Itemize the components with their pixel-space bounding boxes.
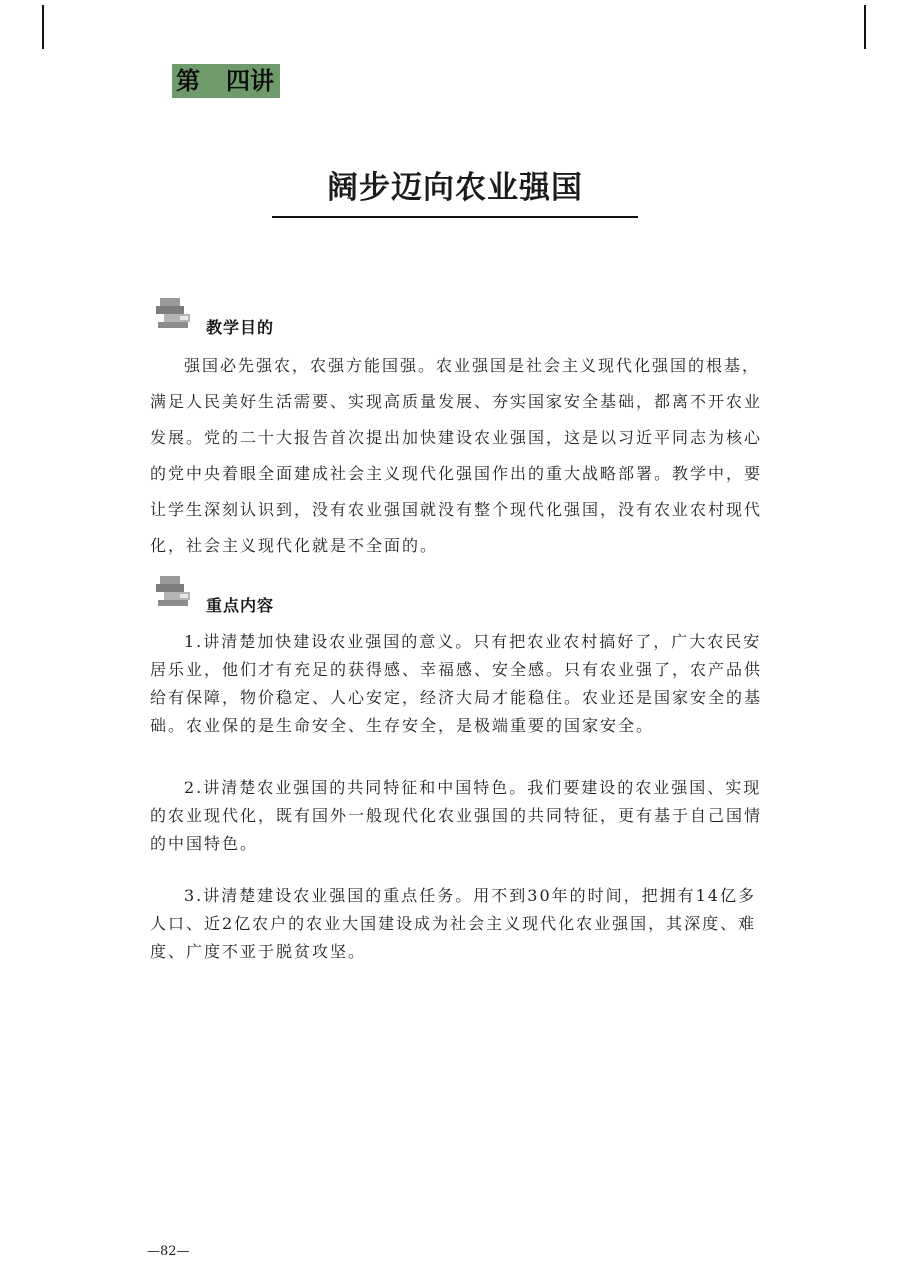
key-point-item-3 — [150, 882, 770, 966]
title-underline — [272, 216, 638, 218]
key-point-item-2 — [150, 774, 770, 858]
key-point-text-1: 1.讲清楚加快建设农业强国的意义。只有把农业农村搞好了，广大农民安居乐业，他们才有充足的获得感、幸福感、安全感。只有农业强了，农产品供给有保障，物价稳定、人心安定，经济大局才能稳住。农业还是国家安全的基础。农业保的是生命安全、生存安全，是极端重要的国家安全。 — [150, 632, 763, 735]
page-number: —82— — [147, 1244, 190, 1259]
objectives-text: 强国必先强农，农强方能国强。农业强国是社会主义现代化强国的根基，满足人民美好生活需要、实现高质量发展、夯实国家安全基础，都离不开农业发展。党的二十大报告首次提出加快建设农业强国，这是以习近平同志为核心的党中央着眼全面建成社会主义现代化强国作出的重大战略部署。教学中，要让学生深刻认识到，没有农业强国就没有整个现代化强国，没有农业农村现代化，社会主义现代化就是不全面的。 — [150, 356, 763, 555]
lecture-tag-part1: 第 — [176, 67, 200, 95]
section-heading-objectives: 教学目的 — [206, 318, 275, 337]
lecture-tag-part2: 四讲 — [226, 67, 274, 95]
key-point-text-3: 3.讲清楚建设农业强国的重点任务。用不到30年的时间，把拥有14亿多人口、近2亿农户的农业大国建设成为社会主义现代化农业强国，其深度、难度、广度不亚于脱贫攻坚。 — [150, 886, 757, 961]
section-heading-key-points: 重点内容 — [206, 596, 275, 615]
books-icon — [152, 296, 194, 330]
key-point-item-1 — [150, 628, 770, 740]
crop-mark-right — [864, 5, 866, 49]
crop-mark-left — [42, 5, 44, 49]
books-icon — [152, 574, 194, 608]
objectives-paragraph — [150, 348, 770, 564]
lecture-number-tag — [172, 64, 280, 98]
key-point-text-2: 2.讲清楚农业强国的共同特征和中国特色。我们要建设的农业强国、实现的农业现代化，既有国外一般现代化农业强国的共同特征，更有基于自己国情的中国特色。 — [150, 778, 763, 853]
page-title: 阔步迈向农业强国 — [327, 170, 583, 206]
